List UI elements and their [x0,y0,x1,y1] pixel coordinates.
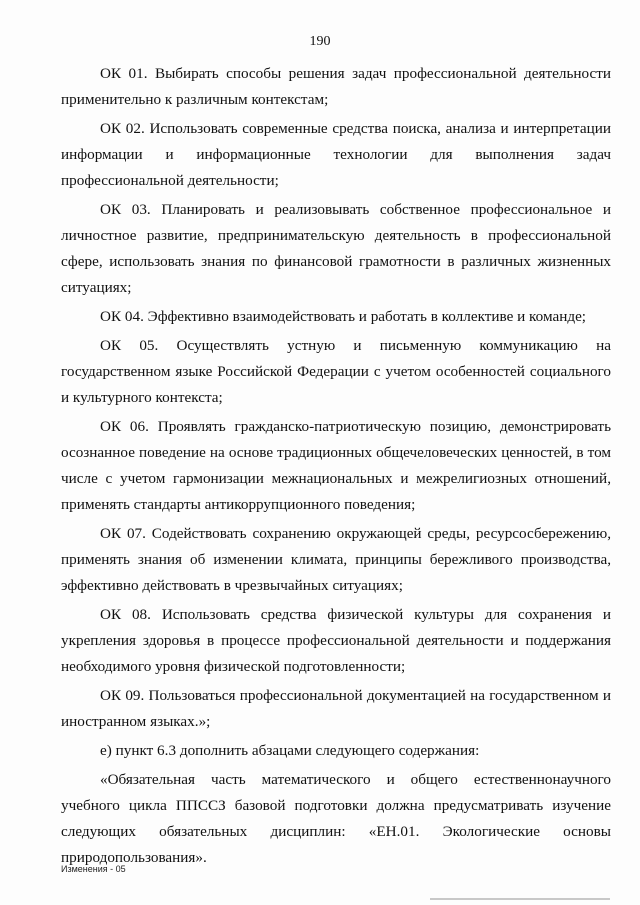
document-body [61,61,611,874]
paragraph-ok-02: ОК 02. Использовать современные средства поиска, анализа и интерпретации информации и информационные технологии для выполнения задач профессиональной деятельности; [61,120,611,189]
paragraph-item-e: е) пункт 6.3 дополнить абзацами следующего содержания: [100,742,480,759]
paragraph-ok-03: ОК 03. Планировать и реализовывать собственное профессиональное и личностное развитие, предпринимательскую деятельность в профессиональной сфере, использовать знания по финансовой грамотности в различных жизненных ситуациях; [61,201,611,296]
paragraph-ok-01: ОК 01. Выбирать способы решения задач профессиональной деятельности применительно к различным контекстам; [61,65,611,108]
paragraph-ok-04: ОК 04. Эффективно взаимодействовать и работать в коллективе и команде; [100,308,587,325]
page-number: 190 [309,34,331,49]
footer-label: Изменения - 05 [61,864,126,874]
paragraph-mandatory-part: «Обязательная часть математического и общего естественнонаучного учебного цикла ППССЗ базовой подготовки должна предусматривать изучение следующих обязательных дисциплин: «ЕН.01. Экологические основы природопользования». [61,771,611,866]
paragraph-ok-07: ОК 07. Содействовать сохранению окружающей среды, ресурсосбережению, применять знания об изменении климата, принципы бережливого производства, эффективно действовать в чрезвычайных ситуациях; [61,525,611,594]
paragraph-ok-08: ОК 08. Использовать средства физической культуры для сохранения и укрепления здоровья в процессе профессиональной деятельности и поддержания необходимого уровня физической подготовленности; [61,606,611,675]
paragraph-ok-09: ОК 09. Пользоваться профессиональной документацией на государственном и иностранном языках.»; [61,687,611,730]
paragraph-ok-05: ОК 05. Осуществлять устную и письменную коммуникацию на государственном языке Российской Федерации с учетом особенностей социального и культурного контекста; [61,337,611,406]
paragraph-ok-06: ОК 06. Проявлять гражданско-патриотическую позицию, демонстрировать осознанное поведение на основе традиционных общечеловеческих ценностей, в том числе с учетом гармонизации межнациональных и межрелигиозных отношений, применять стандарты антикоррупционного поведения; [61,418,611,513]
scan-edge-mark [430,898,610,900]
